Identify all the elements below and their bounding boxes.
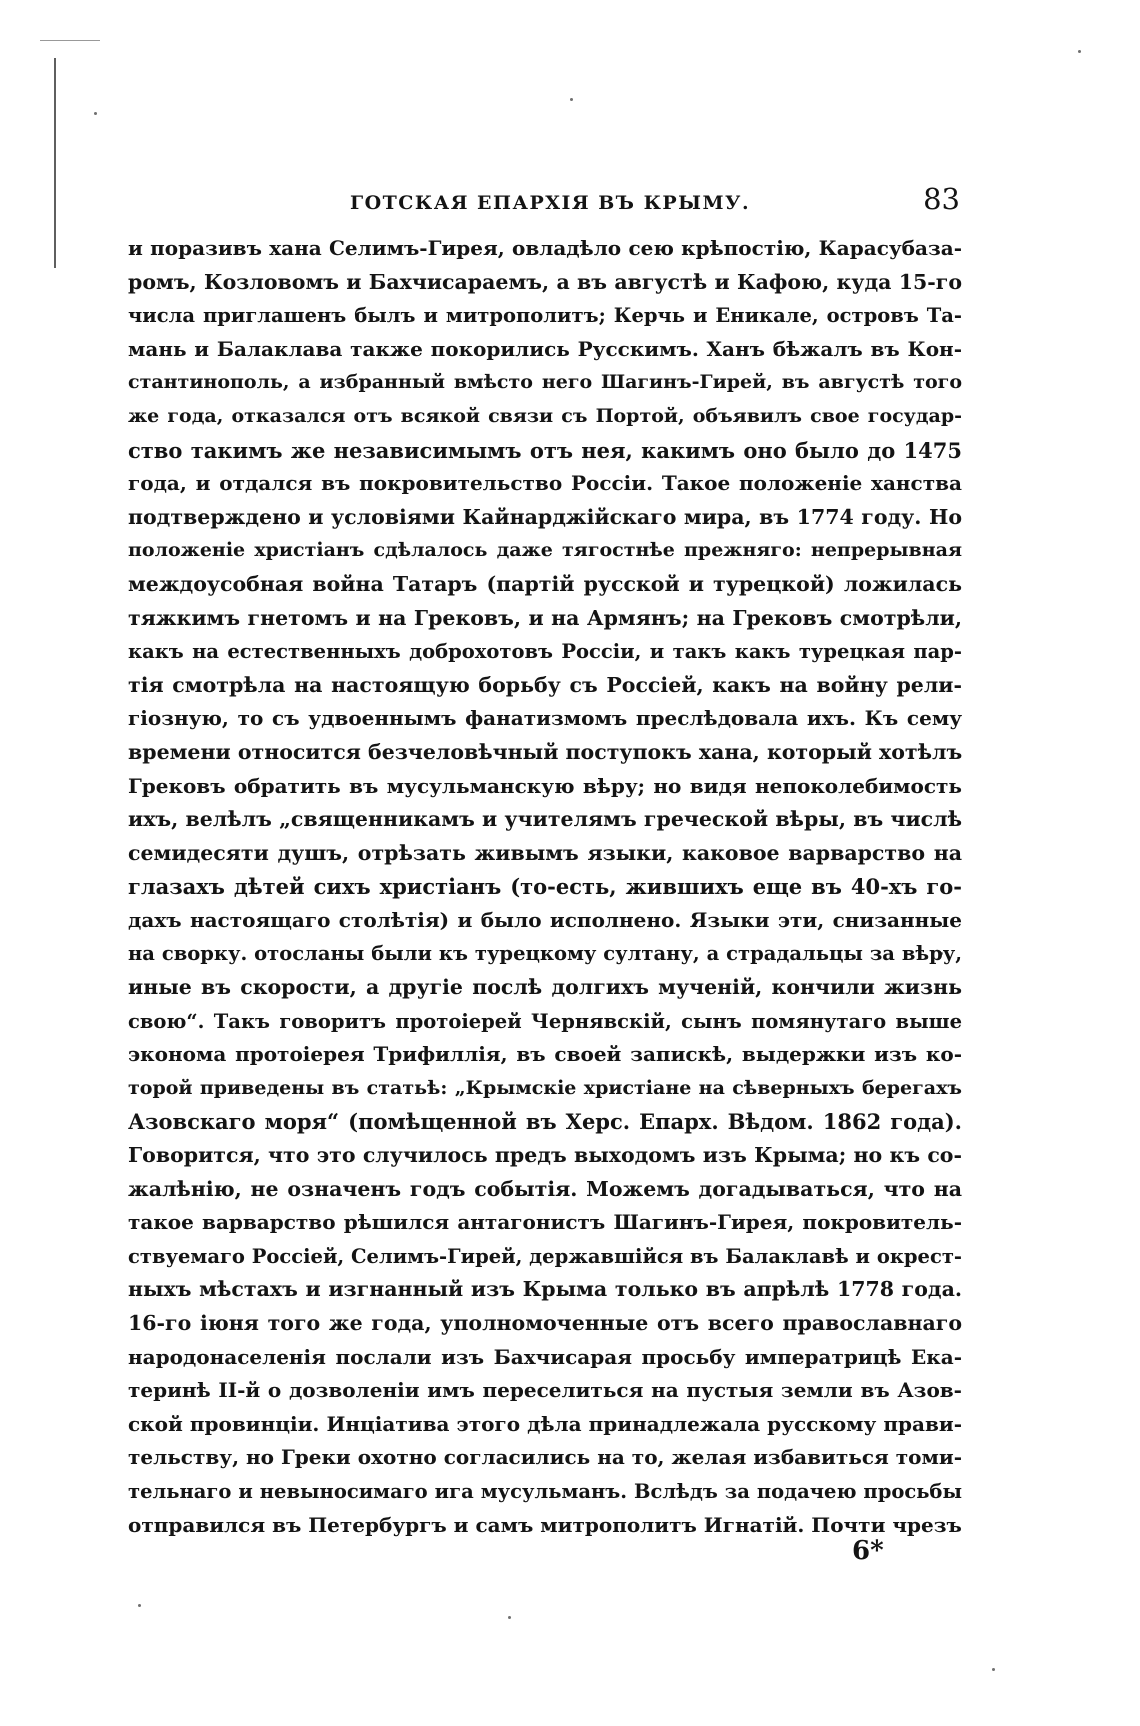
text-line: семидесяти душъ, отрѣзать живымъ языки, каковое варварство на [128, 840, 962, 865]
text-line: мань и Балаклава также покорились Русскимъ. Ханъ бѣжалъ въ Кон- [128, 336, 962, 361]
text-line: и поразивъ хана Селимъ-Гирея, овладѣло сею крѣпостію, Карасубаза- [128, 236, 962, 260]
text-line: времени относится безчеловѣчный поступокъ хана, который хотѣлъ [128, 739, 963, 764]
text-line: ствуемаго Россіей, Селимъ-Гирей, державшійся въ Балаклавѣ и окрест- [128, 1244, 962, 1268]
text-line: какъ на естественныхъ доброхотовъ Россіи, и такъ какъ турецкая пар- [128, 640, 962, 664]
text-line: глазахъ дѣтей сихъ христіанъ (то-есть, жившихъ еще въ 40-хъ го- [128, 874, 962, 900]
page-number: 83 [923, 182, 960, 216]
text-line: такое варварство рѣшился антагонистъ Шагинъ-Гирея, покровитель- [128, 1210, 962, 1235]
scan-speck [94, 112, 97, 115]
text-line: подтверждено и условіями Кайнарджійскаго мира, въ 1774 году. Но [128, 504, 962, 529]
text-line: торой приведены въ статьѣ: „Крымскіе христіане на сѣверныхъ берегахъ [128, 1076, 962, 1099]
text-line: года, и отдался въ покровительство Россіи. Такое положеніе ханства [128, 471, 962, 496]
text-line: же года, отказался отъ всякой связи съ Портой, объявилъ свое государ- [128, 404, 962, 427]
scan-speck [992, 1668, 995, 1671]
text-line: жалѣнію, не означенъ годъ событія. Можемъ догадываться, что на [128, 1176, 962, 1201]
text-line: свою“. Такъ говоритъ протоіерей Чернявскій, сынъ помянутаго выше [128, 1009, 962, 1033]
text-line: ромъ, Козловомъ и Бахчисараемъ, а въ августѣ и Кафою, куда 15-го [128, 269, 962, 294]
main-text [128, 232, 962, 1542]
scan-speck [570, 98, 573, 101]
text-line: ихъ, велѣлъ „священникамъ и учителямъ греческой вѣры, въ числѣ [128, 807, 962, 832]
text-line: Грековъ обратить въ мусульманскую вѣру; но видя непоколебимость [128, 773, 962, 798]
text-line: Азовскаго моря“ (помѣщенной въ Херс. Епарх. Вѣдом. 1862 года). [128, 1109, 962, 1135]
text-line: ской провинціи. Инціатива этого дѣла принадлежала русскому прави- [128, 1411, 962, 1436]
text-line: иные въ скорости, а другіе послѣ долгихъ мученій, кончили жизнь [128, 975, 962, 1000]
text-line: тяжкимъ гнетомъ и на Грековъ, и на Армянъ; на Грековъ смотрѣли, [128, 605, 962, 630]
running-title: ГОТСКАЯ ЕПАРХІЯ ВЪ КРЫМУ. [350, 192, 751, 214]
text-line: отправился въ Петербургъ и самъ митрополитъ Игнатій. Почти чрезъ [128, 1512, 962, 1537]
scan-artifact-top-line [40, 40, 100, 41]
text-line: на сворку. отосланы были къ турецкому султану, а страдальцы за вѣру, [128, 942, 962, 966]
text-line: ство такимъ же независимымъ отъ нея, какимъ оно было до 1475 [128, 437, 962, 463]
signature-mark: 6* [852, 1536, 884, 1566]
text-line: числа приглашенъ былъ и митрополитъ; Керчь и Еникале, островъ Та- [128, 304, 962, 328]
page-header [350, 182, 960, 222]
text-line: тія смотрѣла на настоящую борьбу съ Россіей, какъ на войну рели- [128, 672, 962, 697]
text-line: положеніе христіанъ сдѣлалось даже тягостнѣе прежняго: непрерывная [128, 539, 962, 562]
text-line: междоусобная война Татаръ (партій русской и турецкой) ложилась [128, 571, 962, 596]
text-line: Говорится, что это случилось предъ выходомъ изъ Крыма; но къ со- [128, 1143, 962, 1168]
text-line: ныхъ мѣстахъ и изгнанный изъ Крыма только въ апрѣлѣ 1778 года. [128, 1277, 962, 1302]
text-line: 16-го іюня того же года, уполномоченные отъ всего православнаго [128, 1311, 962, 1335]
text-line: народонаселенія послали изъ Бахчисарая просьбу императрицѣ Ека- [128, 1344, 962, 1369]
scan-speck [138, 1604, 141, 1607]
scan-speck [508, 1616, 511, 1619]
text-line: тельству, но Греки охотно согласились на то, желая избавиться томи- [128, 1445, 962, 1470]
text-line: эконома протоіерея Трифиллія, въ своей запискѣ, выдержки изъ ко- [128, 1042, 962, 1067]
scan-artifact-left-edge [54, 58, 56, 268]
text-line: тельнаго и невыносимаго ига мусульманъ. Вслѣдъ за подачею просьбы [128, 1479, 962, 1503]
text-line: теринѣ II-й о дозволеніи имъ переселиться на пустыя земли въ Азов- [128, 1378, 962, 1403]
text-line: гіозную, то съ удвоеннымъ фанатизмомъ преслѣдовала ихъ. Къ сему [128, 706, 962, 731]
text-line: дахъ настоящаго столѣтія) и было исполнено. Языки эти, снизанные [128, 907, 962, 932]
scan-speck [1078, 50, 1081, 53]
text-line: стантинополь, а избранный вмѣсто него Шагинъ-Гирей, въ августѣ того [128, 371, 962, 394]
